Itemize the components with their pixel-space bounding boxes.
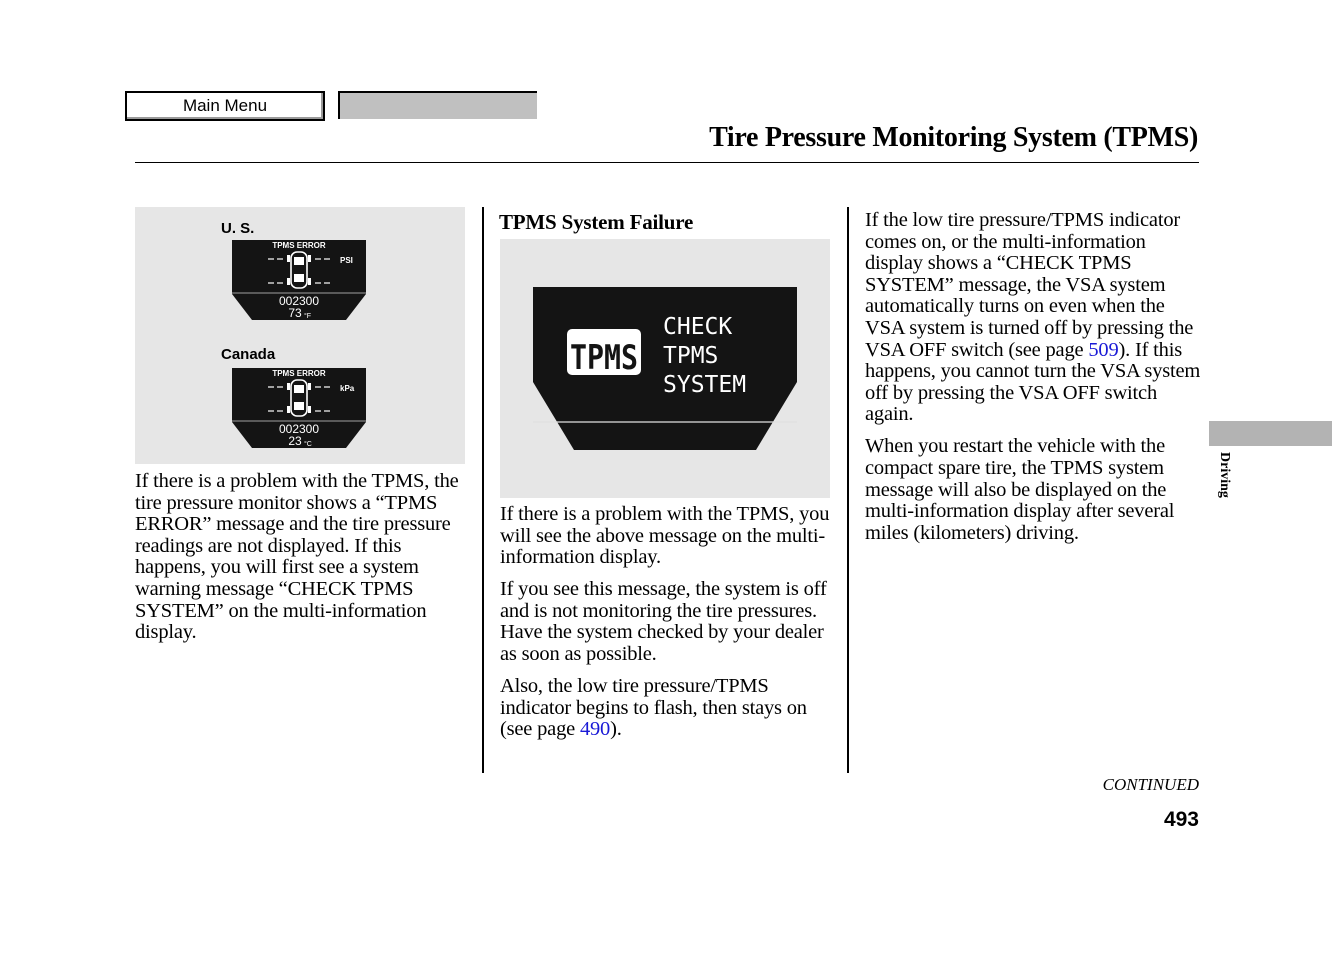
chapter-tab[interactable] [1209,421,1332,446]
tpms-error-figure [135,207,465,464]
canada-error-header: TPMS ERROR [272,369,326,378]
canada-label: Canada [221,346,276,363]
us-tpms-error-display [232,240,366,320]
page-link-490[interactable]: 490 [579,718,611,741]
us-label: U. S. [221,220,255,237]
tpms-badge-text: TPMS [570,338,638,378]
continued-note: CONTINUED [1102,775,1199,794]
column-divider-left [482,207,484,773]
us-odometer: 002300 [278,294,320,308]
right-paragraph-1: If the low tire pressure/TPMS indicator comes on, or the multi-information display shows a “CHECK TPMS SYSTEM” message, the VSA system automatically turns on even when the VSA system is turned off by pressing the VSA OFF switch (see page 509). If this happens, you cannot turn the VSA system off by pressing the VSA OFF switch again. [865,209,1201,426]
display-line-system: SYSTEM [663,372,747,398]
middle-paragraph-3: Also, the low tire pressure/TPMS indicator begins to flash, then stays on (see page 490). [500,675,807,741]
display-line-tpms: TPMS [663,343,719,369]
us-temp-unit: °F [304,313,312,320]
canada-temp-unit: °C [304,441,312,448]
us-error-header: TPMS ERROR [272,241,326,250]
main-menu-button[interactable]: Main Menu [125,91,325,121]
chapter-label: Driving [1217,452,1232,498]
canada-odometer: 002300 [278,422,320,436]
canada-tpms-error-display [232,368,366,448]
canada-unit: kPa [340,384,355,393]
left-column [135,471,470,654]
secondary-nav-button[interactable] [338,91,537,119]
title-rule [135,162,1199,163]
middle-paragraph-1: If there is a problem with the TPMS, you will see the above message on the multi-information display. [500,503,830,569]
canada-temperature: 23 [288,434,302,448]
us-unit: PSI [340,256,353,265]
left-paragraph: If there is a problem with the TPMS, the tire pressure monitor shows a “TPMS ERROR” message and the tire pressure readings are not displayed. If this happens, you will first see a system warning message “CHECK TPMS SYSTEM” on the multi-information display. [135,470,459,644]
right-paragraph-2: When you restart the vehicle with the compact spare tire, the TPMS system message will also be displayed on the multi-information display after several miles (kilometers) driving. [865,435,1175,544]
column-divider-right [847,207,849,773]
us-temperature: 73 [288,306,302,320]
page-link-509[interactable]: 509 [1088,338,1119,361]
check-tpms-display [500,239,830,498]
middle-column [500,504,835,751]
check-tpms-figure [500,239,830,498]
right-column [865,210,1203,555]
middle-paragraph-2: If you see this message, the system is off and is not monitoring the tire pressures. Have the system checked by your dealer as soon as possible. [500,578,827,666]
page-title: Tire Pressure Monitoring System (TPMS) [709,122,1198,153]
section-heading: TPMS System Failure [499,210,694,234]
display-line-check: CHECK [663,314,733,340]
page-number: 493 [1163,808,1199,831]
